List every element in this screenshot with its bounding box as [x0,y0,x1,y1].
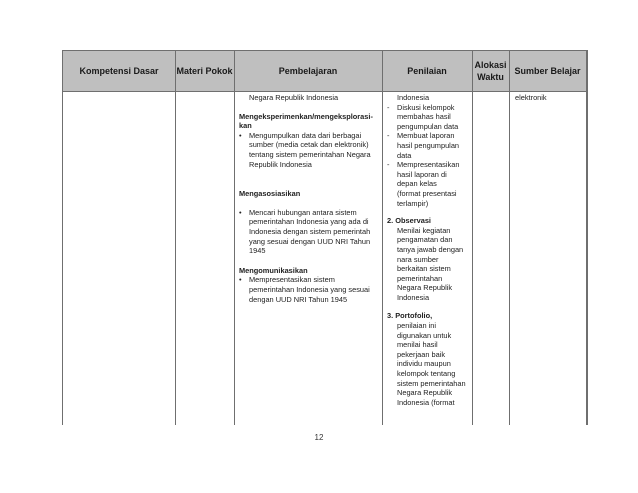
bullet-item [239,208,381,256]
observasi-body [387,226,472,303]
bullet-icon: • [239,207,242,217]
dash-line: Mempresentasikan [397,160,460,170]
dash-line: depan kelas [397,179,437,189]
bullet-icon: • [239,275,242,285]
bullet-line: yang sesuai dengan UUD NRI Tahun [249,236,371,246]
dash-line: (format presentasi [397,188,457,198]
dash-line: terlampir) [397,198,429,208]
observasi-line: tanya jawab dengan [397,244,464,254]
column-divider [472,51,473,425]
content-table [62,50,588,425]
portofolio-line: digunakan untuk [397,330,452,340]
dash-item: - Membuat laporan hasil pengumpulan data [387,131,472,160]
portofolio-line: kelompok tentang [397,369,456,379]
observasi-line: berkaitan sistem [397,264,451,274]
portofolio-label: Portofolio, [395,311,433,321]
bullet-line: Mengumpulkan data dari berbagai [249,130,362,140]
dash-line: Diskusi kelompok [397,102,455,112]
header-alokasi-line2: Waktu [477,72,504,82]
observasi-label: Observasi [395,216,431,226]
portofolio-body [387,321,472,407]
header-materi-pokok: Materi Pokok [176,66,233,76]
dash-line: hasil laporan di [397,169,447,179]
section1-title-line1: Mengeksperimenkan/mengeksplorasi- [239,111,373,121]
bullet-icon: • [239,130,242,140]
column-divider [509,51,510,425]
pembelajaran-cell [239,93,381,304]
dash-line: data [397,150,412,160]
bullet-line: dengan UUD NRI Tahun 1945 [249,294,348,304]
column-divider [586,51,587,425]
bullet-line: Indonesia dengan sistem pemerintah [249,226,371,236]
portofolio-line: penilaian ini [397,321,437,331]
header-kompetensi-dasar: Kompetensi Dasar [79,66,159,76]
portofolio-line: Indonesia (format [397,397,455,407]
header-alokasi-waktu [472,51,509,91]
header-penilaian: Penilaian [407,66,447,76]
observasi-line: nara sumber [397,254,439,264]
portofolio-number: 3. [387,311,394,321]
observasi-number: 2. [387,216,394,226]
portofolio-line: individu maupun [397,359,451,369]
observasi-line: pengamatan dan [397,235,453,245]
observasi-line: Menilai kegiatan [397,225,451,235]
pembelajaran-intro: Negara Republik Indonesia [249,93,339,102]
column-divider [175,51,176,425]
header-pembelajaran: Pembelajaran [278,66,338,76]
bullet-line: tentang sistem pemerintahan Negara [249,149,371,159]
observasi-line: Indonesia [397,292,430,302]
bullet-line: Mempresentasikan sistem [249,275,335,285]
bullet-line: Republik Indonesia [249,159,312,169]
portofolio-line: sistem pemerintahan [397,378,466,388]
section1-title-line2: kan [239,121,252,131]
portofolio-title [387,311,472,321]
penilaian-cell [387,93,472,407]
portofolio-line: pekerjaan baik [397,349,446,359]
bullet-item [239,275,381,304]
observasi-line: pemerintahan [397,273,443,283]
observasi-title [387,216,472,226]
penilaian-top-line: Indonesia [397,93,430,102]
header-sumber-belajar: Sumber Belajar [514,66,581,76]
section-title-mengasosiasikan: Mengasosiasikan [239,189,301,199]
dash-item: - Diskusi kelompok membahas hasil pengumpulan data [387,103,472,132]
page-number: 12 [314,433,324,442]
dash-item: - Mempresentasikan hasil laporan di depan kelas (format presentasi terlampir) [387,160,472,208]
portofolio-line: Negara Republik [397,388,453,398]
bullet-line: sumber (media cetak dan elektronik) [249,140,369,150]
dash-line: membahas hasil [397,112,451,122]
sumber-belajar-cell: elektronik [515,93,547,102]
section-title-mengomunikasikan: Mengomunikasikan [239,265,308,275]
dash-line: pengumpulan data [397,121,459,131]
dash-line: hasil pengumpulan [397,140,460,150]
column-divider [382,51,383,425]
bullet-line: pemerintahan Indonesia yang ada di [249,217,369,227]
section-title-mengeksperimenkan [239,112,381,131]
bullet-line: 1945 [249,246,266,256]
bullet-line: Mencari hubungan antara sistem [249,207,357,217]
portofolio-line: menilai hasil [397,340,438,350]
dash-line: Membuat laporan [397,131,455,141]
observasi-line: Negara Republik [397,283,453,293]
bullet-line: pemerintahan Indonesia yang sesuai [249,284,370,294]
header-alokasi-line1: Alokasi [474,60,507,70]
bullet-item [239,131,381,169]
column-divider [234,51,235,425]
